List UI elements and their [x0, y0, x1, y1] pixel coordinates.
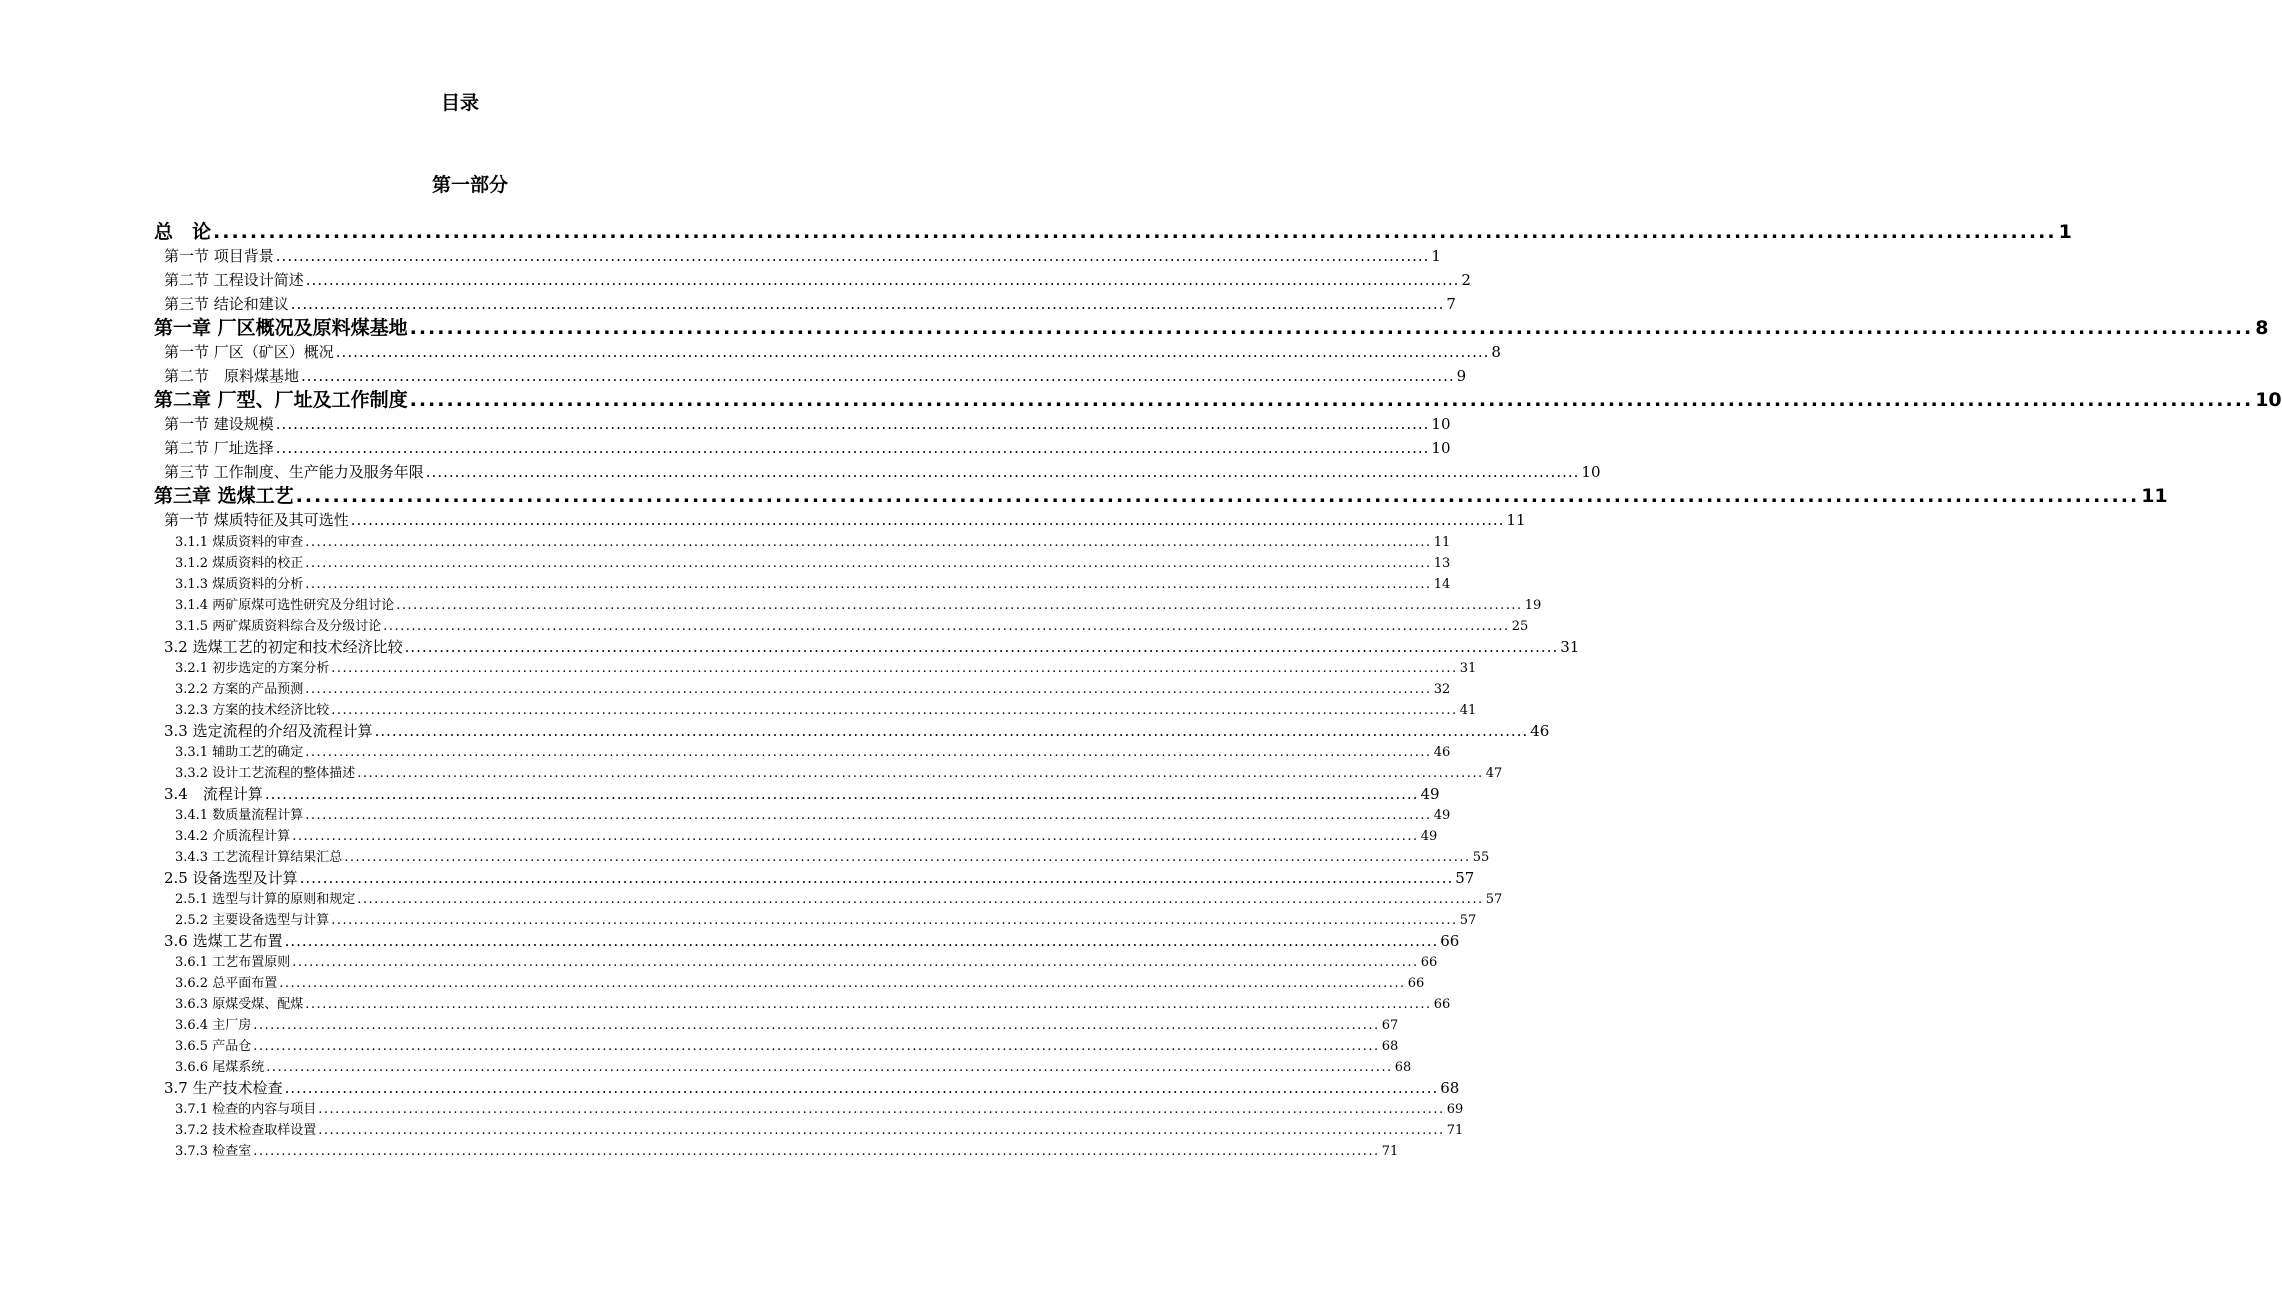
dot-leader: ........................................................................................................................................................................................................: [425, 463, 1580, 481]
toc-entry-title: 3.4.3 工艺流程计算结果汇总: [175, 850, 343, 865]
toc-page-number: 49: [1433, 808, 1451, 823]
toc-page-number: 69: [1446, 1102, 1464, 1117]
toc-item-row[interactable]: [154, 553, 1451, 574]
toc-page-number: 46: [1433, 745, 1451, 760]
toc-page-number: 67: [1381, 1018, 1399, 1033]
dot-leader: ........................................................................................................................................................................................................: [335, 343, 1490, 361]
dot-leader: ........................................................................................................................................................................................................: [344, 850, 1471, 865]
toc-page-number: 66: [1440, 932, 1460, 950]
toc-item-row[interactable]: [154, 994, 1451, 1015]
toc-page-number: 11: [1433, 535, 1451, 550]
toc-item-row[interactable]: [154, 763, 1503, 784]
toc-page-number: 66: [1420, 955, 1438, 970]
toc-page-number: 32: [1433, 682, 1451, 697]
dot-leader: ........................................................................................................................................................................................................: [396, 598, 1523, 613]
toc-page-number: 8: [2255, 317, 2269, 339]
toc-subsection-row[interactable]: [154, 868, 1475, 889]
dot-leader: ........................................................................................................................................................................................................: [292, 829, 1419, 844]
dot-leader: ........................................................................................................................................................................................................: [383, 619, 1510, 634]
toc-entry-title: 第二节 工程设计简述: [164, 271, 304, 289]
toc-page-number: 1: [2058, 221, 2072, 243]
toc-item-row[interactable]: [154, 700, 1477, 721]
toc-entry-title: 第一章 厂区概况及原料煤基地: [154, 317, 408, 339]
toc-item-row[interactable]: [154, 805, 1451, 826]
toc-item-row[interactable]: [154, 658, 1477, 679]
toc-item-row[interactable]: [154, 847, 1490, 868]
table-of-contents: [154, 220, 2282, 1162]
toc-entry-title: 第一节 项目背景: [164, 247, 274, 265]
toc-item-row[interactable]: [154, 973, 1425, 994]
dot-leader: ........................................................................................................................................................................................................: [331, 661, 1458, 676]
toc-page-number: 68: [1381, 1039, 1399, 1054]
toc-entry-title: 3.1.3 煤质资料的分析: [175, 577, 304, 592]
toc-section-row[interactable]: [154, 292, 1456, 316]
dot-leader: ........................................................................................................................................................................................................: [357, 892, 1484, 907]
toc-page-number: 10: [1431, 415, 1451, 433]
toc-page-number: 11: [1506, 511, 1526, 529]
toc-section-row[interactable]: [154, 244, 1441, 268]
toc-chapter-row[interactable]: [154, 316, 2269, 340]
toc-entry-title: 3.3 选定流程的介绍及流程计算: [164, 722, 373, 740]
toc-entry-title: 3.2.3 方案的技术经济比较: [175, 703, 330, 718]
toc-entry-title: 2.5.2 主要设备选型与计算: [175, 913, 330, 928]
toc-page-number: 1: [1431, 247, 1441, 265]
toc-entry-title: 第二节 原料煤基地: [164, 367, 300, 385]
toc-item-row[interactable]: [154, 616, 1529, 637]
toc-section-row[interactable]: [154, 436, 1451, 460]
toc-chapter-row[interactable]: [154, 388, 2282, 412]
dot-leader: ........................................................................................................................................................................................................: [350, 511, 1505, 529]
toc-page-number: 14: [1433, 577, 1451, 592]
toc-entry-title: 第二章 厂型、厂址及工作制度: [154, 389, 408, 411]
dot-leader: ........................................................................................................................................................................................................: [213, 221, 2057, 243]
dot-leader: ........................................................................................................................................................................................................: [279, 976, 1406, 991]
dot-leader: ........................................................................................................................................................................................................: [409, 389, 2254, 411]
dot-leader: ........................................................................................................................................................................................................: [305, 997, 1432, 1012]
toc-page-number: 57: [1485, 892, 1503, 907]
toc-item-row[interactable]: [154, 679, 1451, 700]
dot-leader: ........................................................................................................................................................................................................: [305, 808, 1432, 823]
toc-entry-title: 总 论: [154, 221, 212, 243]
dot-leader: ........................................................................................................................................................................................................: [331, 913, 1458, 928]
toc-section-row[interactable]: [154, 412, 1451, 436]
toc-item-row[interactable]: [154, 889, 1503, 910]
toc-entry-title: 3.1.2 煤质资料的校正: [175, 556, 304, 571]
toc-page-number: 57: [1459, 913, 1477, 928]
toc-subsection-row[interactable]: [154, 931, 1460, 952]
toc-entry-title: 3.4.2 介质流程计算: [175, 829, 291, 844]
dot-leader: ........................................................................................................................................................................................................: [295, 485, 2140, 507]
dot-leader: ........................................................................................................................................................................................................: [275, 247, 1430, 265]
toc-entry-title: 3.2.1 初步选定的方案分析: [175, 661, 330, 676]
toc-page-number: 9: [1456, 367, 1467, 385]
dot-leader: ........................................................................................................................................................................................................: [318, 1123, 1445, 1138]
dot-leader: ........................................................................................................................................................................................................: [266, 1060, 1393, 1075]
toc-subsection-row[interactable]: [154, 721, 1550, 742]
toc-page-number: 19: [1524, 598, 1542, 613]
dot-leader: ........................................................................................................................................................................................................: [284, 932, 1439, 950]
toc-entry-title: 第一节 厂区（矿区）概况: [164, 343, 334, 361]
toc-item-row[interactable]: [154, 1036, 1399, 1057]
toc-entry-title: 2.5 设备选型及计算: [164, 869, 298, 887]
toc-entry-title: 3.6.5 产品仓: [175, 1039, 252, 1054]
toc-page-number: 31: [1459, 661, 1477, 676]
toc-page-number: 66: [1433, 997, 1451, 1012]
toc-page-number: 2: [1461, 271, 1471, 289]
dot-leader: ........................................................................................................................................................................................................: [331, 703, 1458, 718]
toc-entry-title: 3.6.1 工艺布置原则: [175, 955, 291, 970]
dot-leader: ........................................................................................................................................................................................................: [301, 367, 1455, 385]
toc-item-row[interactable]: [154, 1099, 1464, 1120]
toc-entry-title: 3.2 选煤工艺的初定和技术经济比较: [164, 638, 403, 656]
toc-item-row[interactable]: [154, 826, 1438, 847]
dot-leader: ........................................................................................................................................................................................................: [275, 439, 1430, 457]
toc-page-number: 49: [1420, 829, 1438, 844]
toc-section-row[interactable]: [154, 268, 1471, 292]
dot-leader: ........................................................................................................................................................................................................: [253, 1018, 1380, 1033]
toc-page-number: 68: [1394, 1060, 1412, 1075]
toc-entry-title: 第二节 厂址选择: [164, 439, 274, 457]
toc-item-row[interactable]: [154, 532, 1451, 553]
toc-entry-title: 3.6 选煤工艺布置: [164, 932, 283, 950]
toc-subsection-row[interactable]: [154, 784, 1440, 805]
toc-entry-title: 第一节 建设规模: [164, 415, 274, 433]
toc-page-number: 31: [1560, 638, 1580, 656]
dot-leader: ........................................................................................................................................................................................................: [292, 955, 1419, 970]
toc-subsection-row[interactable]: [154, 1078, 1460, 1099]
dot-leader: ........................................................................................................................................................................................................: [305, 271, 1460, 289]
toc-page-number: 68: [1440, 1079, 1460, 1097]
toc-entry-title: 3.6.2 总平面布置: [175, 976, 278, 991]
toc-entry-title: 3.7.2 技术检查取样设置: [175, 1123, 317, 1138]
dot-leader: ........................................................................................................................................................................................................: [404, 638, 1559, 656]
toc-entry-title: 第三节 结论和建议: [164, 295, 289, 313]
dot-leader: ........................................................................................................................................................................................................: [305, 682, 1432, 697]
toc-subsection-row[interactable]: [154, 637, 1580, 658]
toc-item-row[interactable]: [154, 1120, 1464, 1141]
toc-section-row[interactable]: [154, 340, 1501, 364]
toc-section-row[interactable]: [154, 508, 1526, 532]
toc-item-row[interactable]: [154, 1015, 1399, 1036]
toc-entry-title: 第一节 煤质特征及其可选性: [164, 511, 349, 529]
toc-page-number: 13: [1433, 556, 1451, 571]
toc-entry-title: 3.7.3 检查室: [175, 1144, 252, 1159]
toc-item-row[interactable]: [154, 1141, 1399, 1162]
dot-leader: ........................................................................................................................................................................................................: [284, 1079, 1439, 1097]
toc-page-number: 41: [1459, 703, 1477, 718]
toc-entry-title: 3.4.1 数质量流程计算: [175, 808, 304, 823]
toc-item-row[interactable]: [154, 595, 1542, 616]
toc-page-number: 49: [1420, 785, 1440, 803]
toc-page-number: 55: [1472, 850, 1490, 865]
toc-section-row[interactable]: [154, 364, 1467, 388]
toc-chapter-row[interactable]: [154, 220, 2072, 244]
toc-item-row[interactable]: [154, 742, 1451, 763]
toc-page-number: 8: [1491, 343, 1501, 361]
toc-entry-title: 3.7 生产技术检查: [164, 1079, 283, 1097]
toc-chapter-row[interactable]: [154, 484, 2168, 508]
dot-leader: ........................................................................................................................................................................................................: [264, 785, 1419, 803]
toc-page-number: 25: [1511, 619, 1529, 634]
toc-item-row[interactable]: [154, 910, 1477, 931]
toc-page-number: 71: [1381, 1144, 1399, 1159]
toc-section-row[interactable]: [154, 460, 1601, 484]
page-title: 目录: [440, 92, 479, 114]
toc-entry-title: 3.6.3 原煤受煤、配煤: [175, 997, 304, 1012]
toc-entry-title: 3.4 流程计算: [164, 785, 263, 803]
dot-leader: ........................................................................................................................................................................................................: [374, 722, 1529, 740]
toc-page-number: 7: [1446, 295, 1456, 313]
dot-leader: ........................................................................................................................................................................................................: [305, 577, 1432, 592]
toc-entry-title: 3.6.4 主厂房: [175, 1018, 252, 1033]
toc-entry-title: 3.2.2 方案的产品预测: [175, 682, 304, 697]
toc-entry-title: 3.6.6 尾煤系统: [175, 1060, 265, 1075]
toc-entry-title: 3.7.1 检查的内容与项目: [175, 1102, 317, 1117]
toc-page-number: 47: [1485, 766, 1503, 781]
toc-page-number: 10: [1431, 439, 1451, 457]
toc-entry-title: 第三章 选煤工艺: [154, 485, 294, 507]
toc-entry-title: 3.3.2 设计工艺流程的整体描述: [175, 766, 356, 781]
dot-leader: ........................................................................................................................................................................................................: [357, 766, 1484, 781]
dot-leader: ........................................................................................................................................................................................................: [253, 1144, 1380, 1159]
toc-entry-title: 3.1.5 两矿煤质资料综合及分级讨论: [175, 619, 382, 634]
dot-leader: ........................................................................................................................................................................................................: [299, 869, 1454, 887]
toc-item-row[interactable]: [154, 952, 1438, 973]
toc-page-number: 10: [1581, 463, 1601, 481]
toc-page-number: 71: [1446, 1123, 1464, 1138]
dot-leader: ........................................................................................................................................................................................................: [305, 745, 1432, 760]
dot-leader: ........................................................................................................................................................................................................: [409, 317, 2254, 339]
toc-entry-title: 第三节 工作制度、生产能力及服务年限: [164, 463, 424, 481]
dot-leader: ........................................................................................................................................................................................................: [290, 295, 1445, 313]
part-title: 第一部分: [431, 174, 508, 196]
dot-leader: ........................................................................................................................................................................................................: [305, 535, 1432, 550]
toc-page-number: 11: [2141, 485, 2168, 507]
toc-entry-title: 2.5.1 选型与计算的原则和规定: [175, 892, 356, 907]
toc-page-number: 10: [2255, 389, 2282, 411]
toc-page-number: 66: [1407, 976, 1425, 991]
toc-entry-title: 3.1.1 煤质资料的审查: [175, 535, 304, 550]
dot-leader: ........................................................................................................................................................................................................: [305, 556, 1432, 571]
dot-leader: ........................................................................................................................................................................................................: [318, 1102, 1445, 1117]
dot-leader: ........................................................................................................................................................................................................: [275, 415, 1430, 433]
toc-item-row[interactable]: [154, 574, 1451, 595]
toc-entry-title: 3.1.4 两矿原煤可选性研究及分组讨论: [175, 598, 395, 613]
dot-leader: ........................................................................................................................................................................................................: [253, 1039, 1380, 1054]
toc-page-number: 57: [1455, 869, 1475, 887]
toc-item-row[interactable]: [154, 1057, 1412, 1078]
toc-entry-title: 3.3.1 辅助工艺的确定: [175, 745, 304, 760]
toc-page-number: 46: [1530, 722, 1550, 740]
